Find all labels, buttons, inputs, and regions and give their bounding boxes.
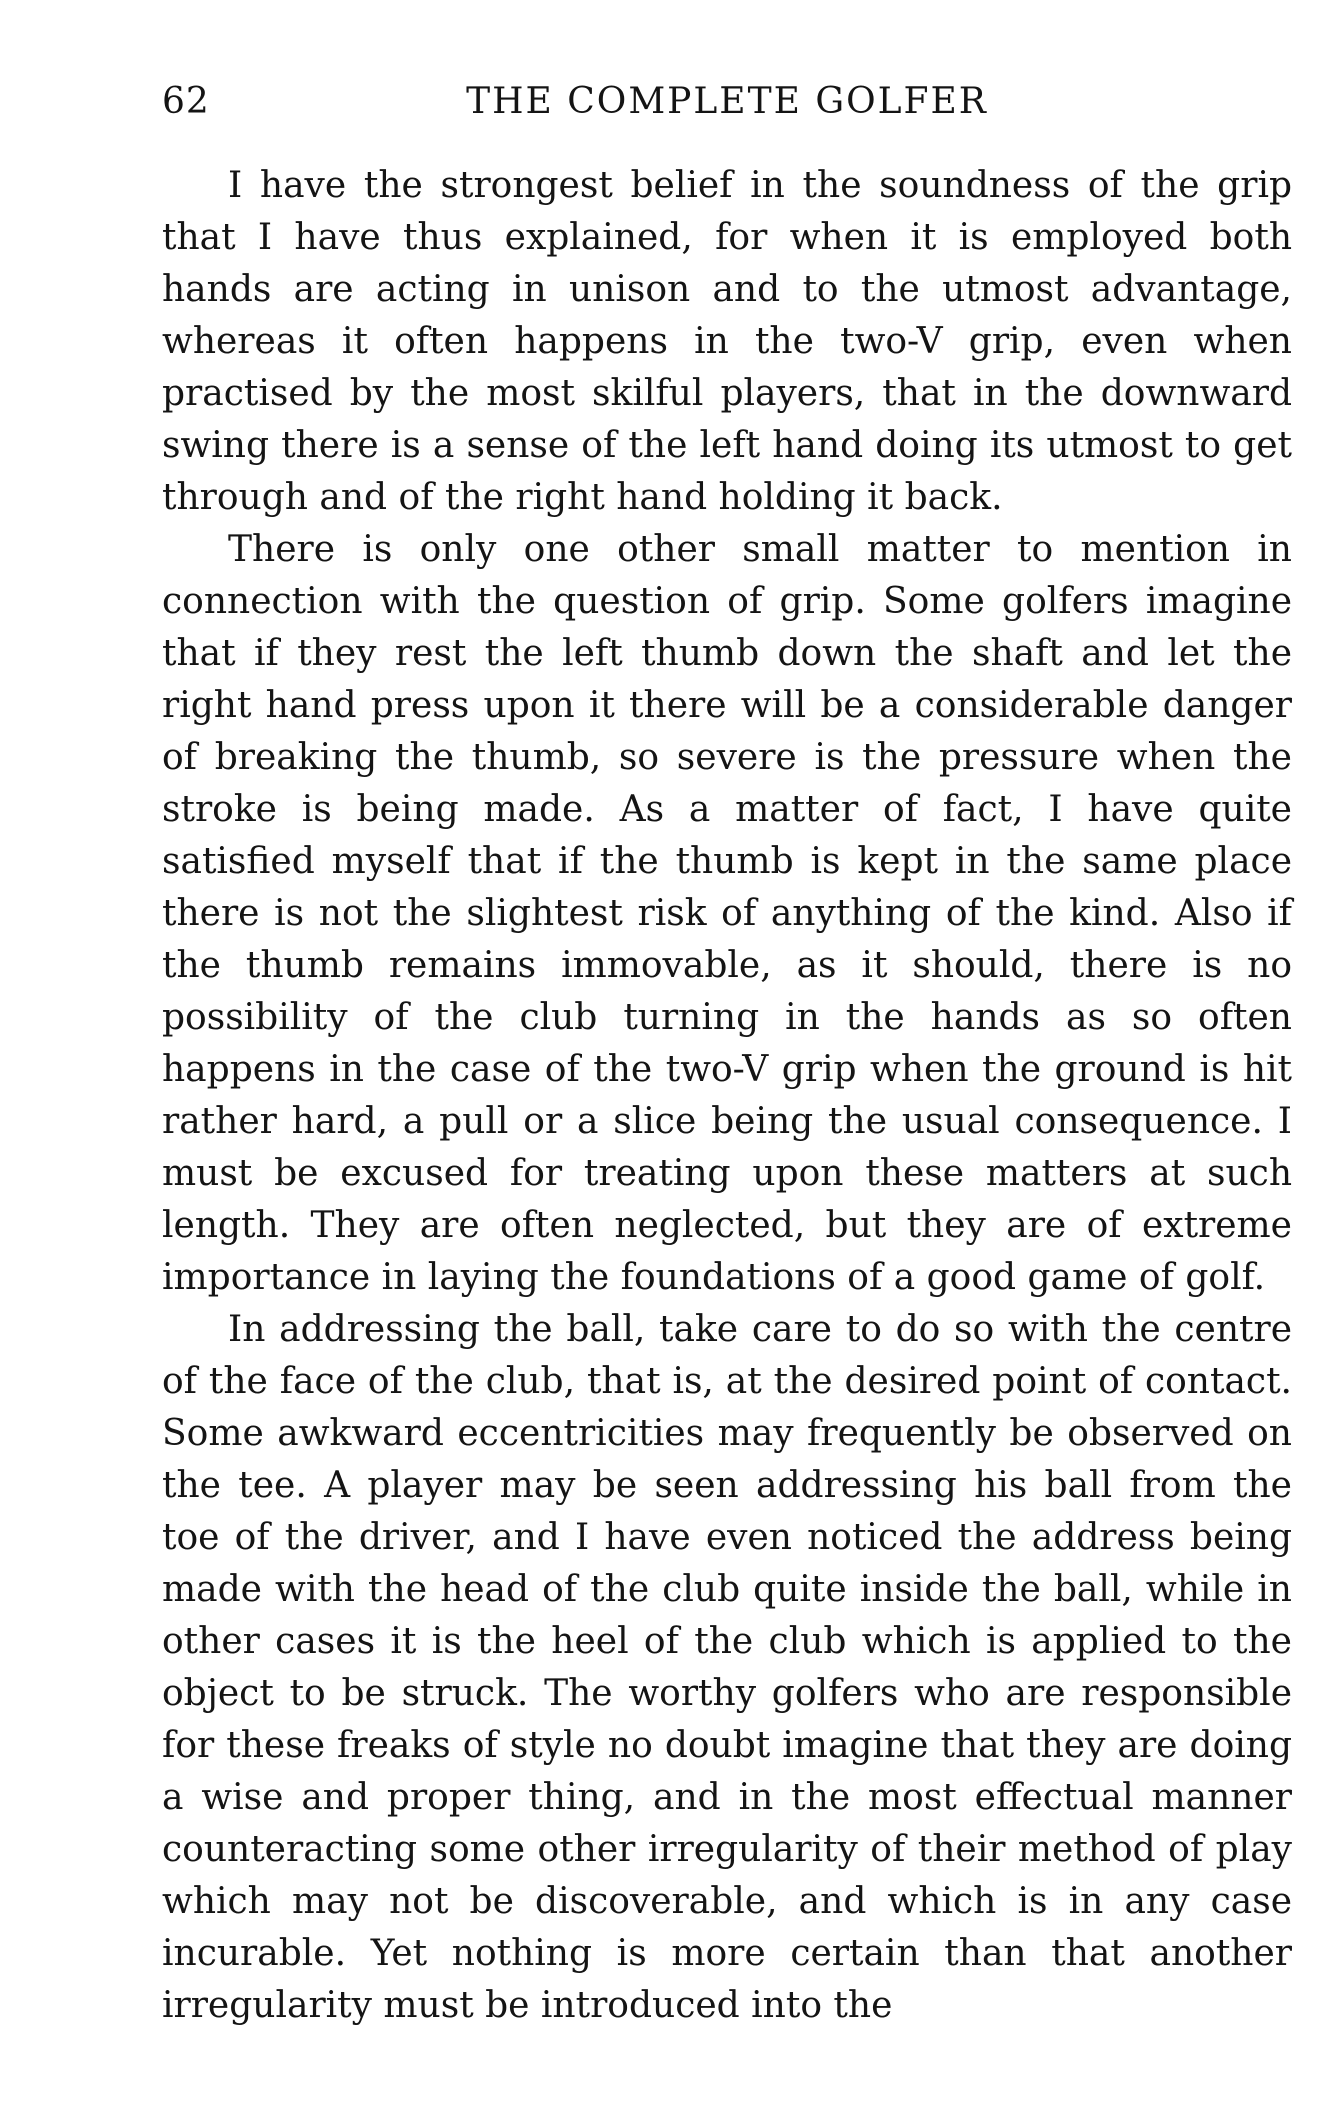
running-head: [162, 78, 1292, 142]
body-text: [162, 160, 1292, 2032]
paragraph-addressing-ball: In addressing the ball, take care to do so with the centre of the face of the club, that is, at the desired point of contact. Some awkward eccentricities may frequently be observed on the tee. A player may be seen addressing his ball from the toe of the driver, and I have even noticed the address being made with the head of the club quite inside the ball, while in other cases it is the heel of the club which is applied to the object to be struck. The worthy golfers who are responsible for these freaks of style no doubt imagine that they are doing a wise and proper thing, and in the most effectual manner counteracting some other irregularity of their method of play which may not be discoverable, and which is in any case incurable. Yet nothing is more certain than that another irregularity must be introduced into the: [162, 1309, 1292, 2026]
book-page: [162, 78, 1292, 2068]
page-number: 62: [162, 81, 210, 122]
book-title: THE COMPLETE GOLFER: [466, 81, 988, 122]
paragraph-thumb-position: There is only one other small matter to mention in connection with the question of grip. Some golfers imagine that if they rest the left thumb down the shaft and let the right hand press upon it there will be a considerable danger of breaking the thumb, so severe is the pressure when the stroke is being made. As a matter of fact, I have quite satisfied myself that if the thumb is kept in the same place there is not the slightest risk of anything of the kind. Also if the thumb remains immovable, as it should, there is no possibility of the club turning in the hands as so often happens in the case of the two-V grip when the ground is hit rather hard, a pull or a slice being the usual consequence. I must be excused for treating upon these matters at such length. They are often neglected, but they are of extreme importance in laying the foundations of a good game of golf.: [162, 529, 1292, 1298]
paragraph-grip-belief: I have the strongest belief in the soundness of the grip that I have thus explained, for when it is employed both hands are acting in unison and to the utmost advantage, whereas it often happens in the two-V grip, even when practised by the most skilful players, that in the downward swing there is a sense of the left hand doing its utmost to get through and of the right hand holding it back.: [162, 165, 1292, 518]
